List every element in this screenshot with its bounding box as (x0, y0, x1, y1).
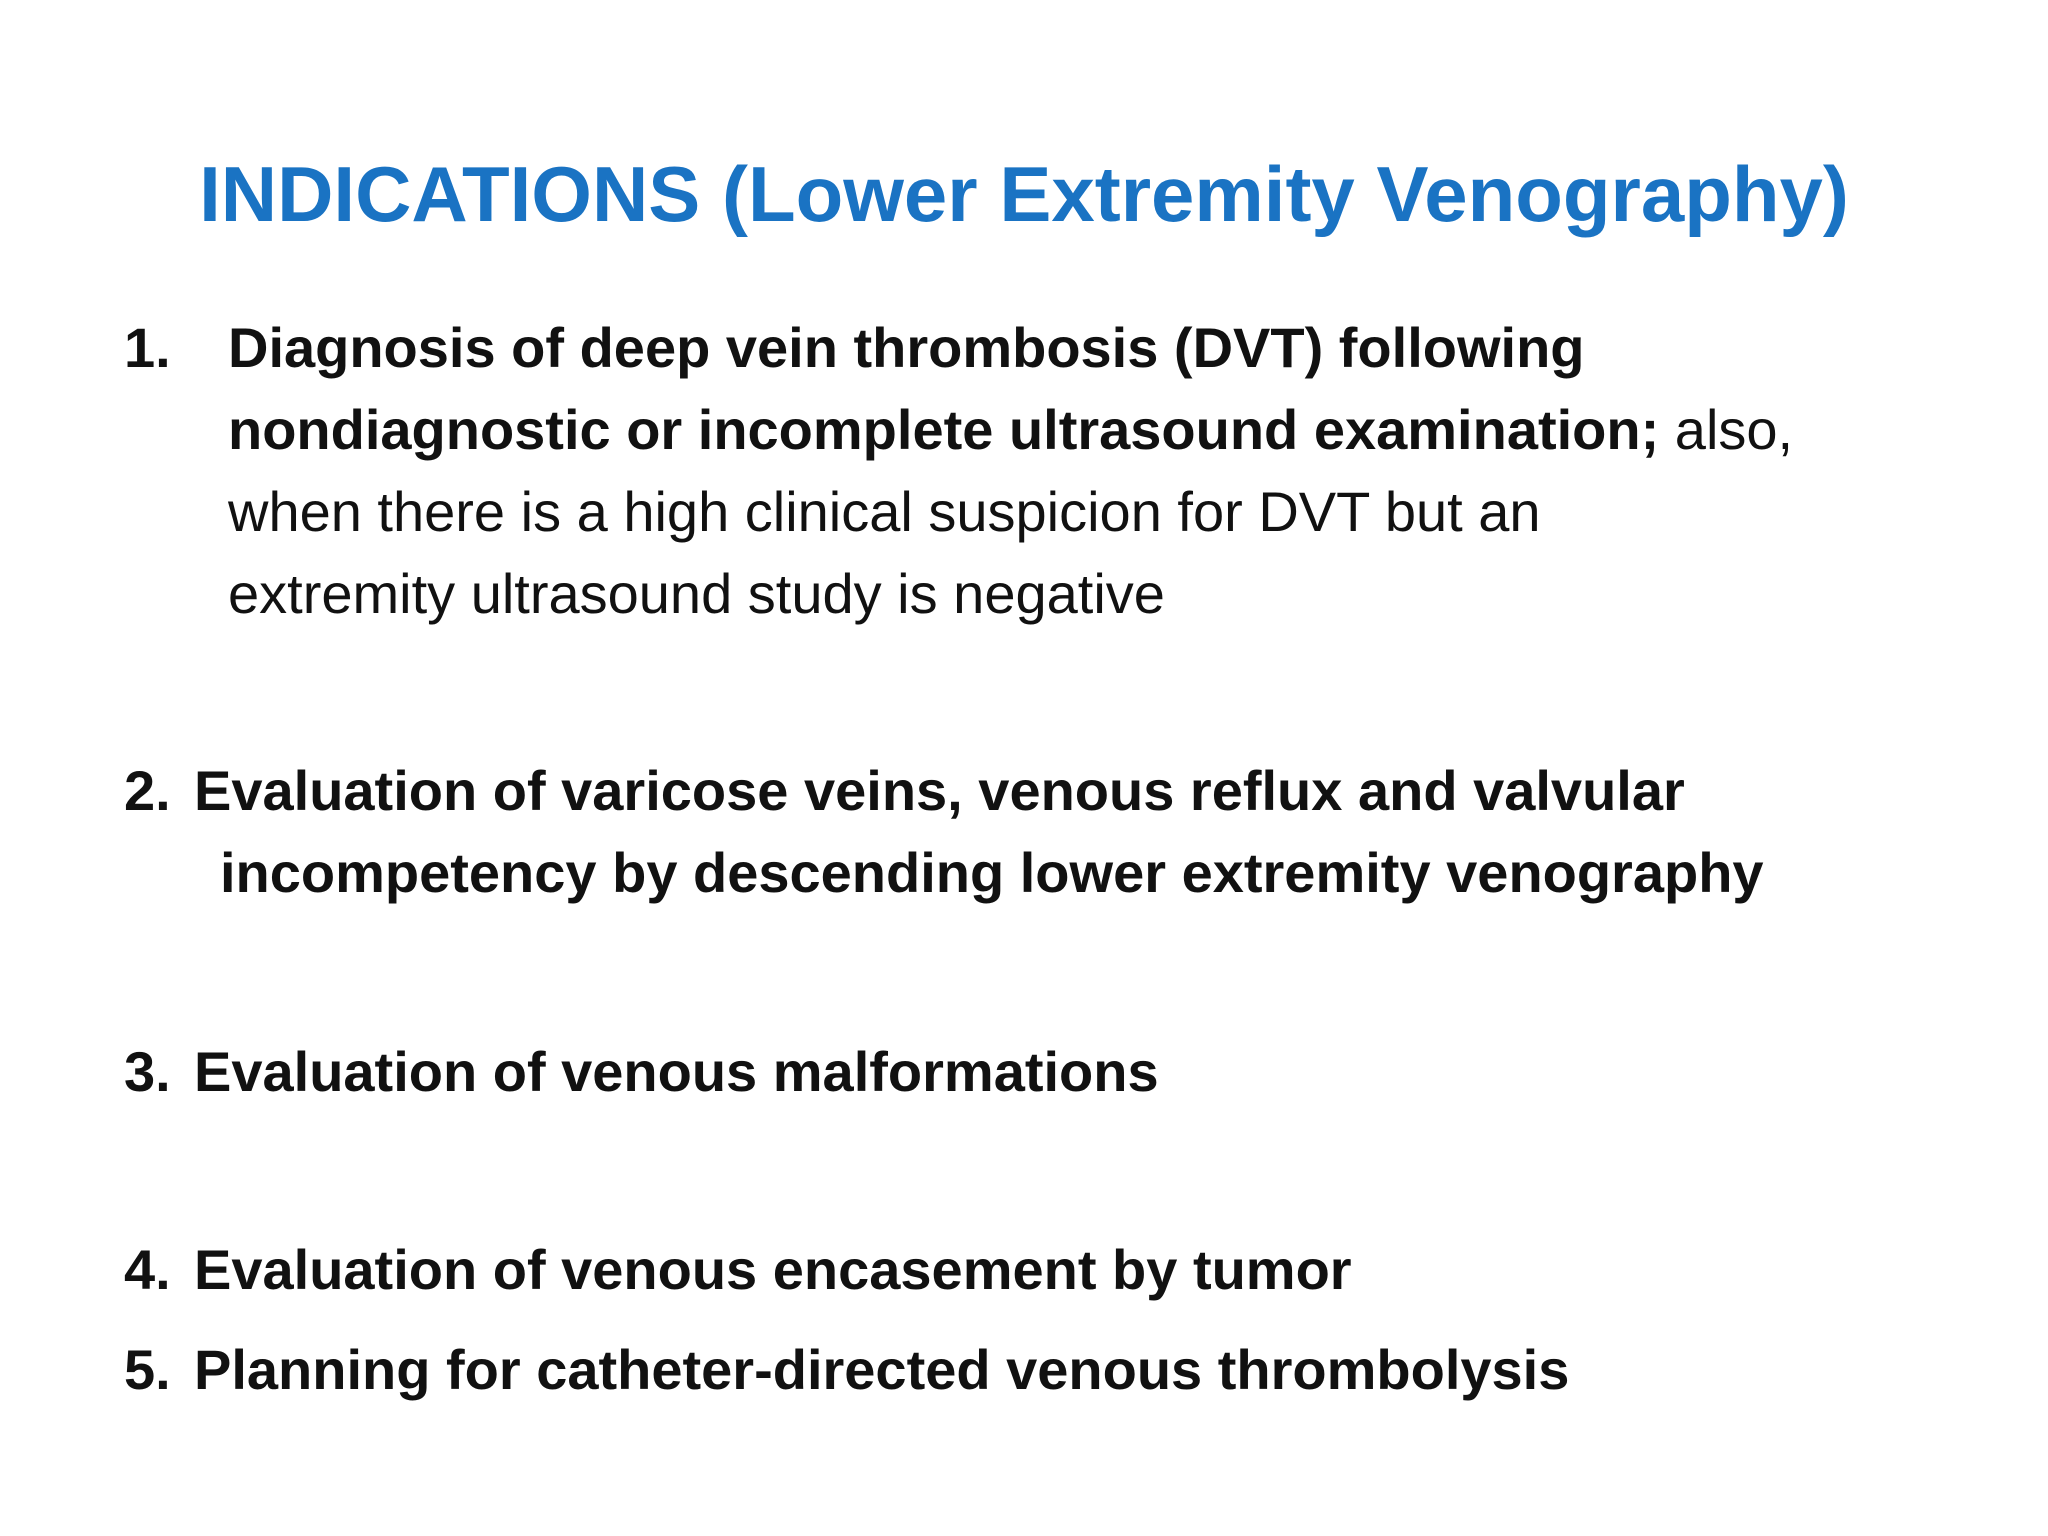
item-body (228, 307, 1793, 635)
item-line (228, 389, 1793, 471)
item-line (228, 553, 1793, 635)
item-body: Evaluation of venous malformations (194, 1040, 1159, 1103)
item-bold-text: Diagnosis of deep vein thrombosis (DVT) following (228, 316, 1585, 379)
item-bold-text: nondiagnostic or incomplete ultrasound examination; (228, 398, 1660, 461)
item-text: extremity ultrasound study is negative (228, 562, 1165, 625)
item-number: 4. (124, 1238, 171, 1301)
item-text: also, (1659, 398, 1794, 461)
item-line (228, 307, 1793, 389)
slide-title: INDICATIONS (Lower Extremity Venography) (199, 150, 1849, 238)
item-line: incompetency by descending lower extremity venography (220, 841, 1764, 904)
item-line (228, 471, 1793, 553)
item-body (194, 750, 1764, 914)
item-number: 5. (124, 1338, 171, 1401)
item-line: Evaluation of varicose veins, venous reflux and valvular (194, 759, 1685, 822)
item-body: Planning for catheter-directed venous thrombolysis (194, 1338, 1570, 1401)
item-number: 1. (124, 316, 171, 379)
item-body: Evaluation of venous encasement by tumor (194, 1238, 1352, 1301)
item-number: 2. (124, 759, 171, 822)
item-text: when there is a high clinical suspicion for DVT but an (228, 480, 1541, 543)
item-number: 3. (124, 1040, 171, 1103)
